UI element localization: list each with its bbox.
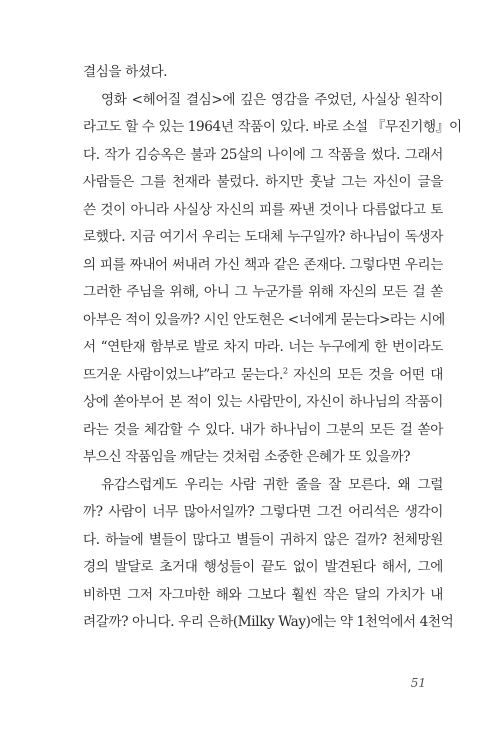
text-line: 영화 <헤어질 결심>에 깊은 영감을 주었던, 사실상 원작이 <box>101 91 443 108</box>
text-line: 부으신 작품임을 깨닫는 것처럼 소중한 은혜가 또 있을까? <box>83 449 411 465</box>
text-line: 라고도 할 수 있는 1964년 작품이 있다. 바로 소설 『무진기행』이 <box>83 119 462 135</box>
text-line: 려갈까? 아니다. 우리 은하(Milky Way)에는 약 1천억에서 4천억 <box>83 614 454 630</box>
body-text <box>83 59 462 637</box>
text-line: 다. 작가 김승옥은 불과 25살의 나이에 그 작품을 썼다. 그래서 <box>83 146 443 163</box>
footnote-marker: 2 <box>282 365 288 375</box>
text-line: 사람들은 그를 천재라 불렀다. 하지만 훗날 그는 자신이 글을 <box>83 174 443 190</box>
text-line: 까? 사람이 너무 많아서일까? 그렇다면 그건 어리석은 생각이 <box>83 504 443 520</box>
text-line: 아부은 적이 있을까? 시인 안도현은 <너에게 묻는다>라는 시에 <box>83 311 445 328</box>
text-line: 의 피를 짜내어 써내려 가신 책과 같은 존재다. 그렇다면 우리는 <box>83 256 443 273</box>
text-line: 라는 것을 체감할 수 있다. 내가 하나님이 그분의 모든 걸 쏟아 <box>83 421 443 438</box>
page-number: 51 <box>410 676 426 690</box>
text-line: 쓴 것이 아니라 사실상 자신의 피를 짜낸 것이나 다름없다고 토 <box>83 201 443 218</box>
text-line: 결심을 하셨다. <box>83 64 168 80</box>
text-segment: 뜨거운 사람이었느냐”라고 묻는다. <box>83 366 283 383</box>
text-line: 그러한 주님을 위해, 아니 그 누군가를 위해 자신의 모든 걸 쏟 <box>83 284 443 300</box>
text-line: 서 “연탄재 함부로 발로 차지 마라. 너는 누구에게 한 번이라도 <box>83 339 443 355</box>
text-line-with-footnote <box>83 362 443 390</box>
text-line: 다. 하늘에 별들이 많다고 별들이 귀하지 않은 걸까? 천체망원 <box>83 531 443 548</box>
text-line: 비하면 그저 자그마한 해와 그보다 훨씬 작은 달의 가치가 내 <box>83 586 443 603</box>
text-line: 상에 쏟아부어 본 적이 있는 사람만이, 자신이 하나님의 작품이 <box>83 394 443 410</box>
text-line: 로했다. 지금 여기서 우리는 도대체 누구일까? 하나님이 독생자 <box>83 229 443 245</box>
text-line: 유감스럽게도 우리는 사람 귀한 줄을 잘 모른다. 왜 그럴 <box>101 476 443 493</box>
text-line: 경의 발달로 초거대 행성들이 끝도 없이 발견된다 해서, 그에 <box>83 559 443 575</box>
text-segment: 자신의 모든 것을 어떤 대 <box>287 366 443 383</box>
